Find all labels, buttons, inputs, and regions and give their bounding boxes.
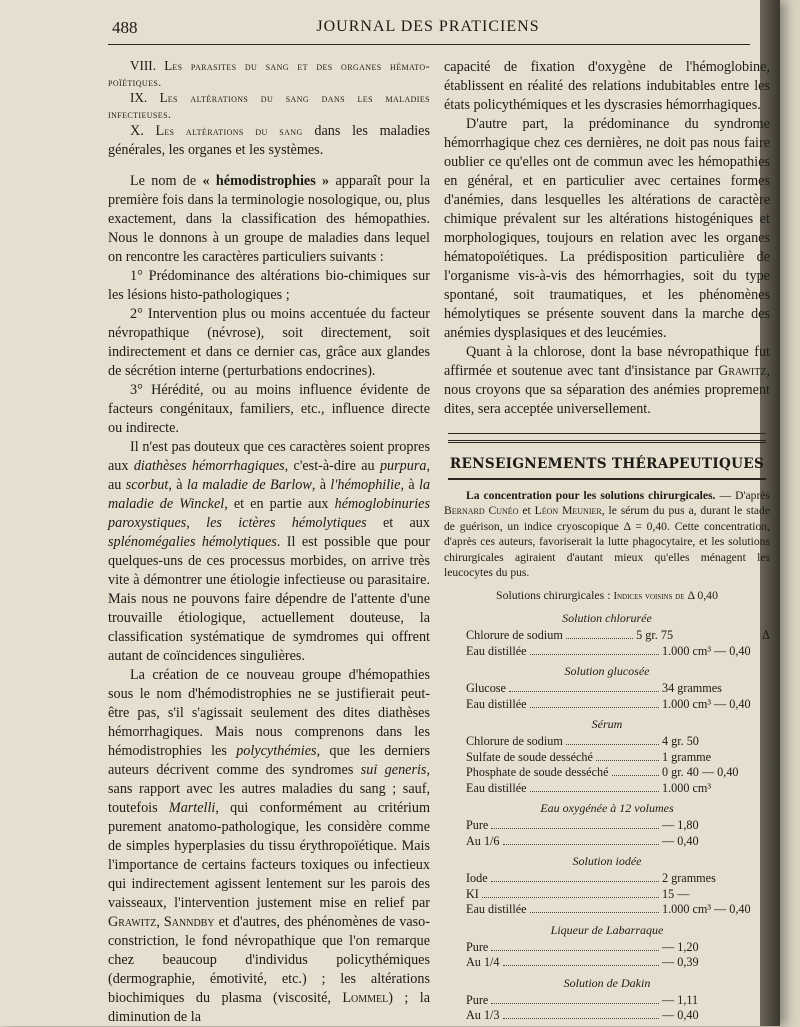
spacer <box>108 160 430 172</box>
ingredient-value: 4 gr. 50 <box>662 734 699 749</box>
ingredient-label: Eau distillée <box>466 780 527 795</box>
ingredient-row <box>466 644 770 660</box>
page-number: 488 <box>112 18 138 37</box>
ingredient-label: Glucose <box>466 681 506 696</box>
ingredient-row <box>466 781 770 797</box>
dot-leader <box>566 638 633 639</box>
term-hemodistrophies: « hémodistrophies » <box>202 173 330 189</box>
hemodistrophies-paragraph: La création de ce nouveau groupe d'hémopathies sous le nom d'hémodistrophies ne se justifierait peut-être pas, s'il s'agissait seulement des dites diathèses hémorrhagiques. Mais nous comprenons dans les hémodistrophies les polycythémies, que les derniers auteurs décrivent comme des syndromes sui generis, sans rapport avec les autres maladies du sang ; sauf, toutefois Martelli, qui conformément au critérium purement anatomo-pathologique, les considère comme de simples hyperplasies du tissu érythropoïétique. Mais l'importance de certains facteurs toxiques ou infectieux qui indirectement agissent lentement sur les parois des vaisseaux, l'intervention justement mise en relief par Grawitz, Sanndby et d'autres, des phénomènes de vaso-constriction, le fond névropathique que l'on remarque chez beaucoup d'individus policythémiques (dermographie, émotivité, etc.) ; les altérations biochimiques du plasma (viscosité, Lommel) ; la diminution de la <box>108 667 431 1025</box>
solutions-table <box>444 609 770 1024</box>
ingredient-value: 1.000 cm³ — 0,40 <box>662 696 751 711</box>
ingredient-value: — 0,40 <box>662 833 699 848</box>
criterion-3: 3° Hérédité, ou au moins influence évidente de facteurs congénitaux, familiers, etc., influence directe ou indirecte. <box>108 382 430 436</box>
text-run: Le nom de <box>130 173 197 189</box>
toc-item <box>108 58 430 90</box>
dot-leader <box>482 897 659 898</box>
ingredient-value: 1.000 cm³ — 0,40 <box>662 643 751 658</box>
ingredient-label: KI <box>466 886 479 901</box>
criterion-2: 2° Intervention plus ou moins accentuée du facteur névropathique (névrose), soit directement, soit indirectement et dans ce dernier cas, grâce aux glandes de sécrétion interne (perturbations endocrines). <box>108 306 430 379</box>
table-caption: Solutions chirurgicales : Indices voisins de Δ 0,40 <box>496 588 718 603</box>
ingredient-value: 1.000 cm³ <box>662 780 712 795</box>
section-title: RENSEIGNEMENTS THÉRAPEUTIQUES <box>449 456 765 472</box>
ingredient-label: Au 1/4 <box>466 955 500 970</box>
dot-leader <box>503 965 659 966</box>
dot-leader <box>491 881 659 882</box>
ingredient-row <box>466 697 770 713</box>
preparation-name: Solution iodée <box>572 854 642 869</box>
chlorosis-paragraph: Quant à la chlorose, dont la base névropathique fut affirmée et soutenue avec tant d'insistance par Grawitz, nous croyons que sa séparation des anémies proprement dites, sera acceptée universellement. <box>444 344 771 417</box>
therapeutic-note: La concentration pour les solutions chirurgicales. — D'après Bernard Cunéo et Léon Meunier, le sérum du pus a, durant le stade de guérison, un indice cryoscopique Δ = 0,40. Cette concentration, d'après ces auteurs, favoriserait la lutte phagocytaire, et les solutions chirurgicales agiraient d'autant mieux qu'elles ménagent les leucocytes du pus. <box>444 489 771 580</box>
right-column <box>444 58 770 1024</box>
dot-leader <box>491 828 659 829</box>
dot-leader <box>612 775 660 776</box>
preparation-name: Sérum <box>591 717 623 732</box>
criterion-1: 1° Prédominance des altérations bio-chimiques sur les lésions histo-pathologiques ; <box>108 268 430 303</box>
ingredient-value: 5 gr. 75 <box>636 628 674 643</box>
ingredient-label: Chlorure de sodium <box>466 734 563 749</box>
toc-number: IX. <box>130 90 148 105</box>
left-column <box>108 58 430 1027</box>
dot-leader <box>530 707 659 708</box>
toc-item <box>108 90 430 122</box>
ingredient-value: 15 — <box>662 886 690 901</box>
ingredient-row <box>466 681 770 697</box>
dot-leader <box>491 950 659 951</box>
ingredient-value: 0 gr. 40 — 0,40 <box>662 765 739 780</box>
toc-number: VIII. <box>130 58 156 73</box>
ingredient-label: Au 1/3 <box>466 1008 500 1023</box>
ingredient-value: — 1,80 <box>662 818 699 833</box>
continued-paragraph: capacité de fixation d'oxygène de l'hémoglobine, établissent en réalité des relations indubitables entre les états policythémiques et les dyscrasies hémorrhagiques. <box>444 59 770 113</box>
toc-text: es altérations du sang <box>164 124 303 138</box>
preparation-name: Solution chlorurée <box>562 611 652 626</box>
ingredient-value: — 1,20 <box>662 939 699 954</box>
ingredient-value: 1 gramme <box>662 749 712 764</box>
ingredient-label: Iode <box>466 871 488 886</box>
hemorrhagic-syndrome-paragraph: D'autre part, la prédominance du syndrome hémorrhagique chez ces dernières, ne doit pas nous faire oublier ce qu'elles ont de commun avec les hémopathies en général, et en particulier avec certaines formes d'anémies, dans lesquelles les altérations de caractère chimique prévalent sur les altérations histogéniques et morphologiques, toujours en relation avec les organes hématopoïétiques. La prédisposition particulière de l'organisme vis-à-vis des hémorrhagies, soit du type spontané, soit traumatiques, et les phénomènes hémolytiques se présente souvent dans la marche des anémies dysplasiques et des leucémies. <box>444 116 770 341</box>
ingredient-label: Sulfate de soude desséché <box>466 749 593 764</box>
toc-initial: L <box>155 123 165 139</box>
text-run: apparaît pour la première fois dans la terminologie nosologique, ou, plus exactement, dans la classification des hémopathies. Nous le donnons à un groupe de maladies dans lequel on rencontre les caractères particuliers suivants : <box>108 173 431 265</box>
running-head <box>112 14 744 42</box>
ingredient-label: Chlorure de sodium <box>466 628 563 643</box>
ingredient-label: Au 1/6 <box>466 833 500 848</box>
ingredient-label: Pure <box>466 818 489 833</box>
ingredient-row <box>466 750 770 766</box>
ingredient-value: — 0,40 <box>662 1008 699 1023</box>
ingredient-row <box>466 993 770 1009</box>
ingredient-value: — 1,11 <box>662 992 699 1007</box>
delta-symbol: Δ <box>762 628 770 643</box>
toc-initial: L <box>159 90 168 105</box>
dot-leader <box>566 744 659 745</box>
note-title: La concentration pour les solutions chirurgicales. <box>466 489 716 502</box>
ingredient-row <box>466 734 770 750</box>
toc-initial: L <box>164 58 173 73</box>
ingredient-label: Eau distillée <box>466 902 527 917</box>
preparation-name: Eau oxygénée à 12 volumes <box>540 801 674 816</box>
ingredient-row <box>466 955 770 971</box>
ingredient-row <box>466 765 770 781</box>
dot-leader <box>530 654 659 655</box>
dot-leader <box>503 844 659 845</box>
ingredient-row <box>466 871 770 887</box>
dot-leader <box>509 691 659 692</box>
ingredient-value: 2 grammes <box>662 871 716 886</box>
dot-leader <box>491 1003 659 1004</box>
section-title-underline <box>448 478 766 480</box>
dot-leader <box>503 1018 659 1019</box>
ingredient-row <box>466 628 770 644</box>
ingredient-value: 34 grammes <box>662 681 722 696</box>
ingredient-row <box>466 834 770 850</box>
ingredient-label: Eau distillée <box>466 696 527 711</box>
dot-leader <box>596 760 659 761</box>
toc-text: es parasites du sang et des organes hémato-poïétiques. <box>108 59 430 89</box>
ingredient-row <box>466 818 770 834</box>
preparation-name: Liqueur de Labarraque <box>550 922 664 937</box>
ingredient-value: 1.000 cm³ — 0,40 <box>662 902 751 917</box>
intro-paragraph <box>108 172 430 267</box>
section-divider <box>448 433 766 443</box>
ingredient-row <box>466 902 770 918</box>
ingredient-label: Eau distillée <box>466 643 527 658</box>
toc-text: es altérations du sang dans les maladies infectieuses. <box>108 91 431 121</box>
ingredient-row <box>466 887 770 903</box>
toc-number: X. <box>130 123 144 139</box>
header-rule <box>108 44 750 45</box>
preparation-name: Solution glucosée <box>564 664 650 679</box>
toc-text-tail: dans les maladies générales, les organes et les systèmes. <box>108 123 430 158</box>
ingredient-value: — 0,39 <box>662 955 699 970</box>
journal-title: JOURNAL DES PRATICIENS <box>316 18 540 35</box>
ingredient-label: Pure <box>466 992 489 1007</box>
ingredient-row <box>466 1008 770 1024</box>
dot-leader <box>530 791 659 792</box>
toc-item <box>108 122 430 160</box>
ingredient-label: Pure <box>466 939 489 954</box>
ingredient-row <box>466 940 770 956</box>
diatheses-paragraph: Il n'est pas douteux que ces caractères soient propres aux diathèses hémorrhagiques, c'est-à-dire au purpura, au scorbut, à la maladie de Barlow, à l'hémophilie, à la maladie de Winckel, et en partie aux hémoglobinuries paroxystiques, les ictères hémolytiques et aux splénomégalies hémolytiques. Il est possible que pour quelques-uns de ces processus morbides, on arrive très vite à démontrer une étiologie infectieuse ou parasitaire. Mais nous ne pouvons faire dépendre de l'attente d'une trouvaille étiologique, actuellement douteuse, la classification systématique de symdromes qui offrent autant de coïncidences singulières. <box>108 439 431 664</box>
dot-leader <box>530 912 659 913</box>
ingredient-label: Phosphate de soude desséché <box>466 765 609 780</box>
preparation-name: Solution de Dakin <box>563 975 651 990</box>
